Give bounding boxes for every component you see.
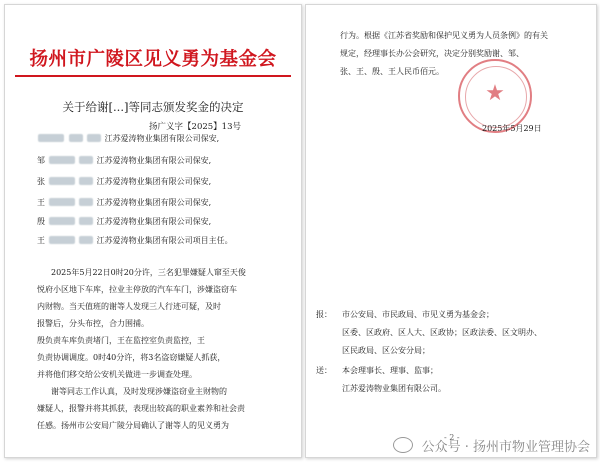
copy-to-line: 本会理事长、理事、监事； — [342, 366, 438, 375]
recipient-initial: 邹 — [37, 156, 45, 165]
report-to-line: 区民政局、区公安分局； — [342, 346, 430, 355]
redacted-name — [49, 177, 75, 185]
recipient-text: 江苏爱涛物业集团有限公司保安, — [96, 177, 212, 186]
report-to-line: 区委、区政府、区人大、区政协；区政法委、区文明办、 — [342, 328, 542, 337]
document-number: 扬广义字【2025】13号 — [149, 122, 241, 132]
recipient-text: 江苏爱涛物业集团有限公司项目主任。 — [96, 236, 233, 245]
red-header-rule — [15, 75, 291, 77]
decision-date: 2025年5月29日 — [482, 124, 542, 133]
redacted-name — [49, 236, 75, 244]
decision-line: 张、王、殷、王人民币佰元。 — [340, 67, 444, 76]
body-line: 并将他们移交给公安机关做进一步调查处理。 — [37, 370, 197, 379]
body-line: 2025年5月22日0时20分许，三名犯罪嫌疑人窜至天俊 — [51, 268, 246, 277]
copy-to-label: 送： — [316, 366, 332, 375]
wechat-logo-icon — [393, 437, 413, 453]
report-to-label: 报： — [316, 310, 332, 319]
body-line: 悦府小区地下车库，拉业主停放的汽车车门，涉嫌盗窃车 — [37, 285, 237, 294]
redacted-name — [49, 198, 75, 206]
redacted-name — [87, 134, 101, 142]
redacted-name — [49, 156, 75, 164]
body-line: 嫌疑人，报警并将其抓获，表现出较高的职业素养和社会责 — [37, 404, 245, 413]
recipient-initial: 王 — [37, 236, 45, 245]
recipient-text: 江苏爱涛物业集团有限公司保安, — [104, 134, 220, 143]
body-line: 谢等同志工作认真，及时发现涉嫌盗窃业主财物的 — [51, 387, 227, 396]
body-line: 负责协调调度。0时40分许，将3名盗窃嫌疑人抓获， — [37, 353, 226, 362]
body-line: 内财物。当天值班的谢等人发现三人行迹可疑，及时 — [37, 302, 221, 311]
redacted-name — [49, 217, 75, 225]
redacted-name — [79, 156, 93, 164]
redacted-name — [69, 134, 83, 142]
official-seal — [458, 59, 532, 133]
page-number: - 2 - — [444, 433, 460, 442]
copy-to-line: 江苏爱涛物业集团有限公司。 — [342, 384, 446, 393]
redacted-name — [79, 198, 93, 206]
recipient-text: 江苏爱涛物业集团有限公司保安, — [96, 156, 212, 165]
document-title: 关于给谢[...]等同志颁发奖金的决定 — [62, 100, 244, 114]
redacted-name — [79, 236, 93, 244]
wechat-watermark — [393, 436, 590, 455]
recipient-line — [37, 134, 219, 144]
recipient-initial: 殷 — [37, 217, 45, 226]
recipient-initial: 张 — [37, 177, 45, 186]
redacted-name — [79, 177, 93, 185]
recipient-text: 江苏爱涛物业集团有限公司保安, — [96, 217, 212, 226]
document-page-2 — [305, 4, 597, 458]
recipient-initial: 王 — [37, 198, 45, 207]
recipient-line — [37, 217, 211, 227]
report-to-line: 市公安局、市民政局、市见义勇为基金会； — [342, 310, 494, 319]
body-line: 报警后，分头布控，合力围捕。 — [37, 319, 149, 328]
seal-star-icon: ★ — [485, 81, 505, 106]
redacted-name — [38, 134, 64, 142]
recipient-line — [37, 198, 211, 208]
recipient-line — [37, 236, 233, 246]
continuation-line: 行为。根据《江苏省奖励和保护见义勇为人员条例》的有关 — [340, 31, 548, 40]
recipient-line — [37, 177, 211, 187]
org-heading: 扬州市广陵区见义勇为基金会 — [29, 49, 277, 70]
document-page-1 — [4, 4, 302, 458]
body-line: 任感。扬州市公安局广陵分局确认了谢等人的见义勇为 — [37, 421, 229, 430]
redacted-name — [79, 217, 93, 225]
recipient-text: 江苏爱涛物业集团有限公司保安, — [96, 198, 212, 207]
watermark-text: 公众号 · 扬州市物业管理协会 — [421, 440, 590, 455]
decision-line: 规定，经理事长办公会研究，决定分别奖励谢、邹、 — [340, 49, 524, 58]
recipient-line — [37, 156, 211, 166]
body-line: 殷负责车库负责堵门，王在监控室负责监控，王 — [37, 336, 205, 345]
